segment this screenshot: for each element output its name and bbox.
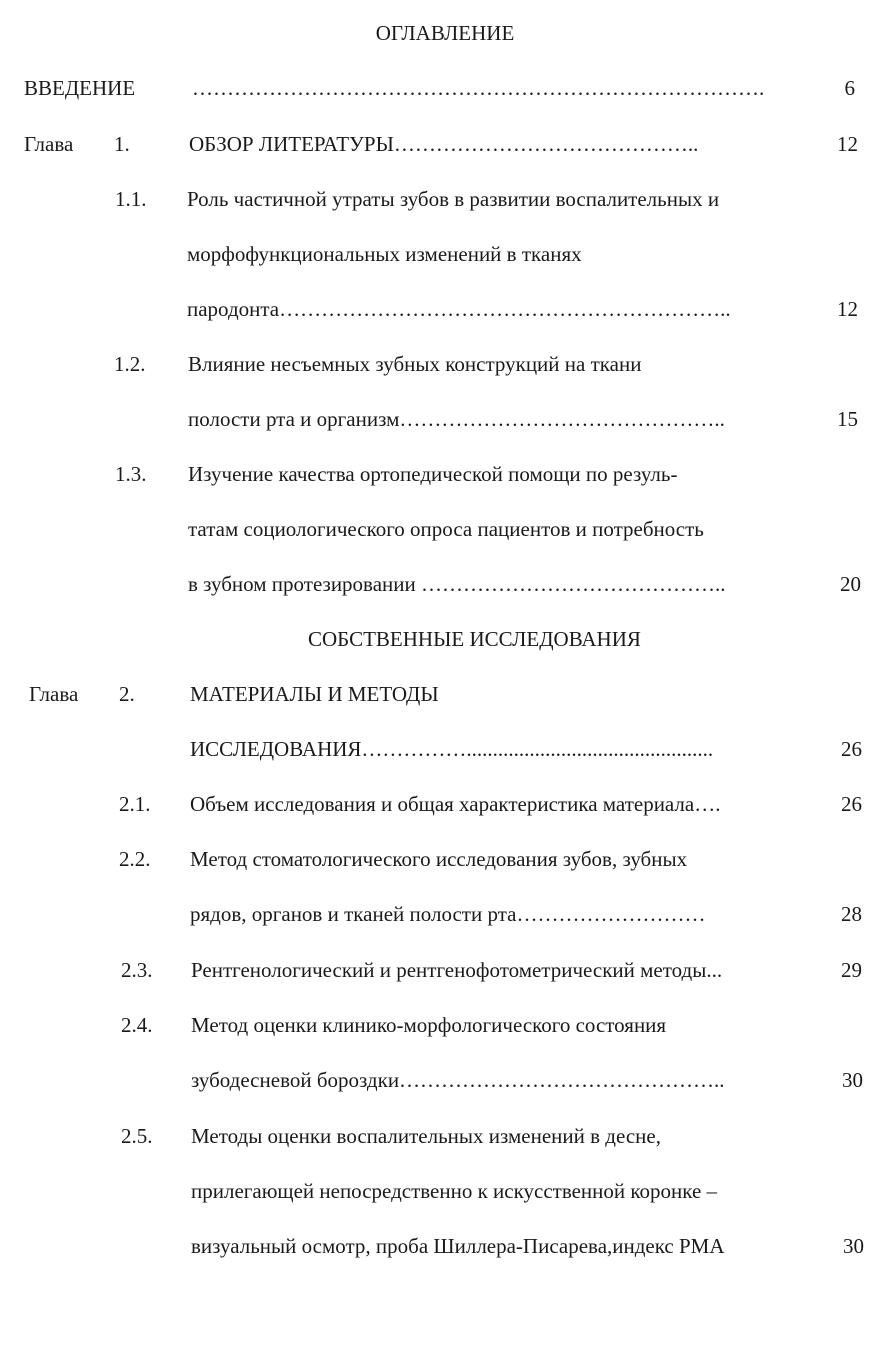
page-number: 20 (840, 572, 861, 596)
section-title-line: рядов, органов и тканей полости рта……………………… (190, 902, 706, 926)
page-number: 30 (843, 1234, 864, 1258)
section-title-line: полости рта и организм……………………………………….. (188, 407, 725, 431)
section-title-line: Объем исследования и общая характеристика материала…. (190, 792, 721, 816)
section-number: 2.4. (121, 1013, 153, 1037)
toc-title: ОГЛАВЛЕНИЕ (375, 21, 515, 45)
section-title-line: Метод оценки клинико-морфологического состояния (191, 1013, 667, 1037)
page-number: 26 (841, 792, 862, 816)
section-number: 2.5. (121, 1124, 153, 1148)
section-title-line: Изучение качества ортопедической помощи по резуль- (188, 462, 678, 486)
section-number: 2.3. (121, 958, 153, 982)
section-title-line: татам социологического опроса пациентов и потребность (188, 517, 704, 541)
chapter-label: Глава (24, 132, 74, 156)
chapter-title-line: ИССЛЕДОВАНИЯ……………............................................... (190, 737, 714, 761)
section-title-line: морфофункциональных изменений в тканях (187, 242, 582, 266)
entry-title: ВВЕДЕНИЕ (24, 76, 136, 100)
section-title-line: визуальный осмотр, проба Шиллера-Писарева,индекс РМА (191, 1234, 725, 1258)
section-title-line: Влияние несъемных зубных конструкций на ткани (188, 352, 642, 376)
section-number: 1.1. (115, 187, 147, 211)
page-number: 29 (841, 958, 862, 982)
dot-leader: ………………………………………………………………………. (192, 76, 765, 100)
chapter-number: 1. (114, 132, 130, 156)
page-number: 30 (842, 1068, 863, 1092)
page-number: 15 (837, 407, 858, 431)
section-number: 2.2. (119, 847, 151, 871)
section-title-line: зубодесневой бороздки……………………………………….. (191, 1068, 725, 1092)
section-number: 1.2. (114, 352, 146, 376)
section-title-line: прилегающей непосредственно к искусственной коронке – (191, 1179, 718, 1203)
section-title-line: в зубном протезировании …………………………………….. (188, 572, 726, 596)
part-heading: СОБСТВЕННЫЕ ИССЛЕДОВАНИЯ (308, 627, 641, 651)
section-title-line: Роль частичной утраты зубов в развитии воспалительных и (187, 187, 720, 211)
chapter-title: ОБЗОР ЛИТЕРАТУРЫ…………………………………….. (189, 132, 699, 156)
section-number: 1.3. (115, 462, 147, 486)
page-number: 26 (841, 737, 862, 761)
section-title-line: Методы оценки воспалительных изменений в десне, (191, 1124, 661, 1148)
page-number: 12 (837, 132, 858, 156)
page-number: 28 (841, 902, 862, 926)
chapter-number: 2. (119, 682, 135, 706)
section-number: 2.1. (119, 792, 151, 816)
section-title-line: Метод стоматологического исследования зубов, зубных (190, 847, 688, 871)
page-number: 6 (844, 76, 855, 100)
section-title-line: пародонта……………………………………………………….. (187, 297, 731, 321)
chapter-title-line: МАТЕРИАЛЫ И МЕТОДЫ (190, 682, 439, 706)
chapter-label: Глава (29, 682, 79, 706)
page-number: 12 (837, 297, 858, 321)
section-title-line: Рентгенологический и рентгенофотометрический методы... (191, 958, 723, 982)
